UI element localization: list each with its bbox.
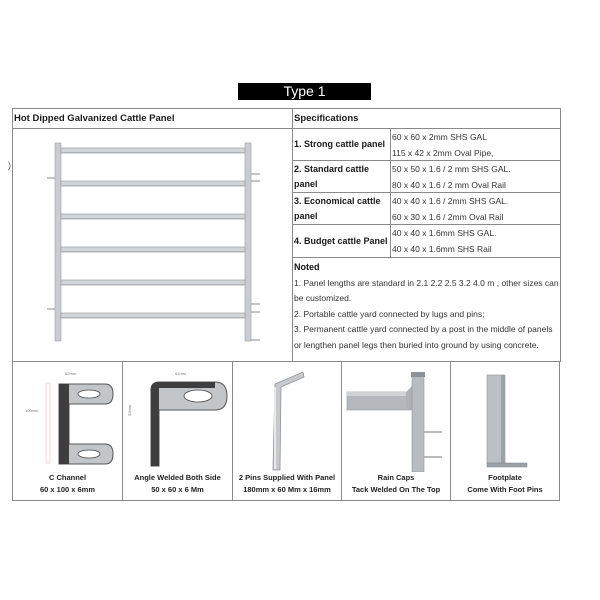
cattle-panel-illustration <box>13 129 293 360</box>
product-image-column <box>13 109 293 361</box>
svg-text:100mm: 100mm <box>25 408 39 413</box>
spec-row <box>293 225 560 258</box>
accessory-c-channel <box>13 362 123 500</box>
c-channel-icon <box>13 362 123 472</box>
spec-row <box>293 161 560 193</box>
footplate-icon <box>451 362 559 472</box>
note-item: 1. Panel lengths are standard in 2.1 2.2 2.5 3.2 4.0 m , other sizes can be customized. <box>294 277 559 303</box>
note-item: 3. Permanent cattle yard connected by a post in the middle of panels or lengthen panel legs then buried into ground by using concrete. <box>294 324 553 350</box>
accessory-title: C Channel <box>48 473 87 482</box>
accessory-pins <box>233 362 342 500</box>
notes-title: Noted <box>294 262 320 272</box>
note-item: 2. Portable cattle yard connected by lugs and pins; <box>294 308 485 319</box>
svg-text:62mm: 62mm <box>175 371 187 376</box>
type-banner: Type 1 <box>238 83 371 100</box>
spec-row <box>293 193 560 225</box>
spec-value: 40 x 40 x 1.6mm SHS GAL. <box>392 228 497 238</box>
product-spec-table <box>12 108 561 362</box>
spec-value: 40 x 40 x 1.6 / 2mm SHS GAL. <box>392 196 509 206</box>
accessory-subtitle: Come With Foot Pins <box>467 485 543 494</box>
svg-text:50mm: 50mm <box>127 404 132 416</box>
accessory-angle <box>123 362 233 500</box>
specifications-heading: Specifications <box>293 109 560 129</box>
spec-name: 2. Standard cattle panel <box>293 161 391 192</box>
accessory-footplate <box>451 362 559 500</box>
accessory-title: Rain Caps <box>377 473 415 482</box>
accessory-title: Angle Welded Both Side <box>134 473 221 482</box>
spec-name: 3. Economical cattle panel <box>293 193 391 224</box>
notes-section <box>293 258 560 353</box>
angle-bracket-icon <box>123 362 233 472</box>
accessory-title: Footplate <box>488 473 522 482</box>
svg-text:62mm: 62mm <box>65 371 77 376</box>
specifications-column <box>293 109 560 361</box>
accessory-subtitle: Tack Welded On The Top <box>351 485 441 494</box>
spec-name: 4. Budget cattle Panel <box>293 225 391 257</box>
accessories-row <box>12 362 560 501</box>
spec-name: 1. Strong cattle panel <box>293 129 391 160</box>
spec-value: 115 x 42 x 2mm Oval Pipe, <box>392 148 494 158</box>
cattle-panel-image <box>13 129 292 360</box>
spec-value: 80 x 40 x 1.6 / 2 mm Oval Rail <box>392 180 506 190</box>
rain-cap-icon <box>342 362 451 472</box>
spec-value: 60 x 60 x 2mm SHS GAL <box>392 132 487 142</box>
spec-value: 50 x 50 x 1.6 / 2 mm SHS GAL. <box>392 164 511 174</box>
spec-value: 40 x 40 x 1.6mm SHS Rail <box>392 244 492 254</box>
stray-mark: ) <box>8 160 11 170</box>
accessory-subtitle: 50 x 60 x 6 Mm <box>151 485 204 494</box>
product-title: Hot Dipped Galvanized Cattle Panel <box>13 109 292 129</box>
pin-icon <box>233 362 342 472</box>
spec-row <box>293 129 560 161</box>
accessory-rain-caps <box>342 362 451 500</box>
accessory-title: 2 Pins Supplied With Panel <box>238 473 336 482</box>
accessory-subtitle: 60 x 100 x 6mm <box>39 485 96 494</box>
spec-value: 60 x 30 x 1.6 / 2mm Oval Rail <box>392 212 504 222</box>
accessory-subtitle: 180mm x 60 Mm x 16mm <box>243 485 331 494</box>
